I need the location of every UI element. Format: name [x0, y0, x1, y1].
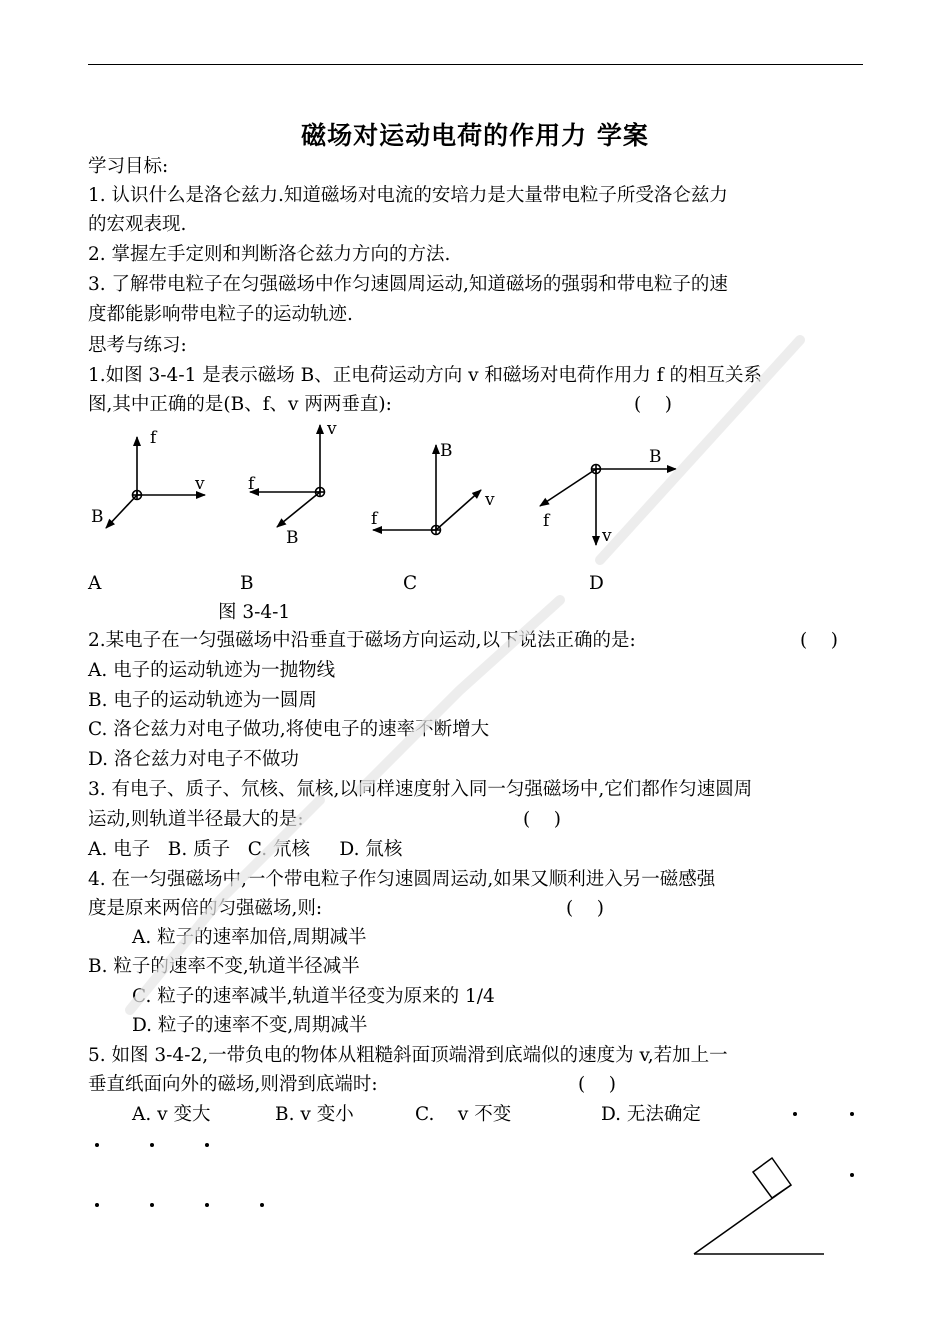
goal-3-line-2: 度都能影响带电粒子的运动轨迹.	[88, 304, 353, 325]
diagram-b	[250, 425, 325, 527]
q4-option-d: D. 粒子的速率不变,周期减半	[132, 1015, 368, 1036]
q4-option-a: A. 粒子的速率加倍,周期减半	[132, 927, 367, 948]
a-v-label: v	[195, 474, 205, 494]
diagram-c	[373, 445, 481, 535]
b-v-label: v	[327, 419, 337, 439]
d-f-label: f	[543, 511, 550, 531]
a-f-label: f	[150, 428, 157, 448]
q1-line-1: 1.如图 3-4-1 是表示磁场 B、正电荷运动方向 v 和磁场对电荷作用力 f 的相互关系	[88, 365, 763, 386]
q3-line-1: 3. 有电子、质子、氘核、氚核,以同样速度射入同一匀强磁场中,它们都作匀速圆周	[88, 779, 753, 800]
goal-1-line-1: 1. 认识什么是洛仑兹力.知道磁场对电流的安培力是大量带电粒子所受洛仑兹力	[88, 185, 728, 206]
q5-answer-paren: ( )	[578, 1074, 616, 1095]
q2-option-a: A. 电子的运动轨迹为一抛物线	[88, 660, 336, 681]
sliding-block	[753, 1158, 791, 1198]
q4-answer-paren: ( )	[566, 898, 604, 919]
q4-line-1: 4. 在一匀强磁场中,一个带电粒子作匀速圆周运动,如果又顺利进入另一磁感强	[88, 869, 716, 890]
q5-option-d: D. 无法确定	[601, 1104, 701, 1125]
b-b-label: B	[286, 528, 299, 548]
q5-option-a: A. v 变大	[132, 1104, 211, 1125]
a-b-label: B	[91, 507, 104, 527]
page-title: 磁场对运动电荷的作用力 学案	[301, 121, 649, 150]
q2-answer-paren: ( )	[800, 630, 838, 651]
q1-option-b: B	[240, 573, 254, 594]
q4-option-b: B. 粒子的速率不变,轨道半径减半	[88, 956, 360, 977]
q1-option-c: C	[403, 573, 418, 594]
q3-options: A. 电子 B. 质子 C. 氘核 D. 氚核	[88, 839, 403, 860]
figure-3-4-1-caption: 图 3-4-1	[218, 602, 291, 623]
goal-2: 2. 掌握左手定则和判断洛仑兹力方向的方法.	[88, 244, 451, 265]
q3-answer-paren: ( )	[523, 809, 561, 830]
goal-3-line-1: 3. 了解带电粒子在匀强磁场中作匀速圆周运动,知道磁场的强弱和带电粒子的速	[88, 274, 728, 295]
q4-line-2: 度是原来两倍的匀强磁场,则:	[88, 898, 323, 919]
b-f-label: f	[248, 474, 255, 494]
goals-heading: 学习目标:	[88, 156, 169, 177]
d-v-label: v	[602, 526, 612, 546]
q2-option-b: B. 电子的运动轨迹为一圆周	[88, 690, 317, 711]
goal-1-line-2: 的宏观表现.	[88, 214, 187, 235]
q2-option-c: C. 洛仑兹力对电子做功,将使电子的速率不断增大	[88, 719, 490, 740]
q1-option-a: A	[88, 573, 102, 594]
q4-option-c: C. 粒子的速率减半,轨道半径变为原来的 1/4	[132, 986, 495, 1007]
q1-answer-paren: ( )	[634, 394, 672, 415]
figure-3-4-2	[694, 1158, 824, 1254]
q1-line-2: 图,其中正确的是(B、f、v 两两垂直):	[88, 394, 392, 415]
q5-option-c: C. v 不变	[415, 1104, 512, 1125]
q5-line-1: 5. 如图 3-4-2,一带负电的物体从粗糙斜面顶端滑到底端似的速度为 v,若加上一	[88, 1045, 728, 1066]
c-v-label: v	[485, 490, 495, 510]
q5-option-b: B. v 变小	[275, 1104, 354, 1125]
c-f-label: f	[371, 509, 378, 529]
diagram-a	[106, 437, 205, 528]
q1-option-d: D	[589, 573, 604, 594]
q2-option-d: D. 洛仑兹力对电子不做功	[88, 749, 299, 770]
q2-stem: 2.某电子在一匀强磁场中沿垂直于磁场方向运动,以下说法正确的是:	[88, 630, 636, 651]
d-b-label: B	[649, 447, 662, 467]
q3-line-2: 运动,则轨道半径最大的是:	[88, 809, 304, 830]
c-b-label: B	[440, 441, 453, 461]
q5-line-2: 垂直纸面向外的磁场,则滑到底端时:	[88, 1074, 378, 1095]
practice-heading: 思考与练习:	[88, 335, 187, 356]
